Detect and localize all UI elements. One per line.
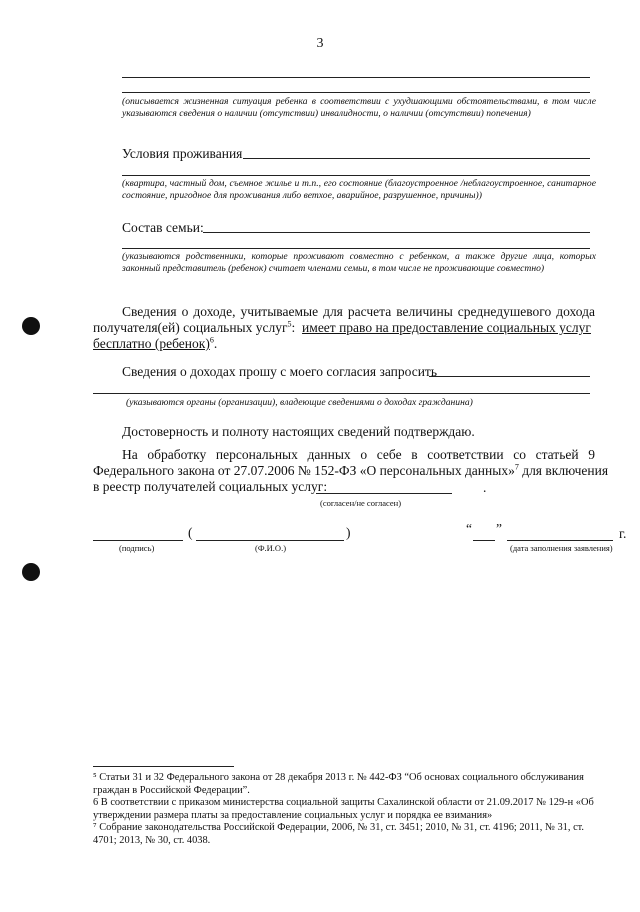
consent-include-text: для включения xyxy=(518,463,609,478)
income-line-3 xyxy=(93,336,595,352)
consent-line-2 xyxy=(93,462,609,479)
consent-line-3: в реестр получателей социальных услуг: xyxy=(93,479,328,494)
family-hint: (указываются родственники, которые проживают совместно с ребенком, а также другие лица, которых законный представитель (ребенок) считает членами семьи, в том числе не проживающие совместно) xyxy=(122,251,596,274)
family-line-2[interactable] xyxy=(122,248,590,249)
page-number: 3 xyxy=(316,36,324,51)
date-quote-close: ” xyxy=(496,521,502,536)
fio-line[interactable] xyxy=(196,540,344,541)
fio-caption: (Ф.И.О.) xyxy=(255,543,287,553)
income-paragraph xyxy=(93,304,595,352)
consent-paragraph xyxy=(93,447,609,495)
date-day-line[interactable] xyxy=(473,540,495,541)
income-status-value[interactable]: имеет право на предоставление социальных услуг xyxy=(302,320,591,335)
confirm-text: Достоверность и полноту настоящих сведений подтверждаю. xyxy=(122,424,475,439)
request-label: Сведения о доходах прошу с моего согласия запросить xyxy=(122,364,437,379)
date-caption: (дата заполнения заявления) xyxy=(510,543,613,553)
footnote-6: 6 В соответствии с приказом министерства социальной защиты Сахалинской области от 21.09.2017 № 129-н «Об утверждении размера платы за предоставление социальных услуг и порядка ее взимания» xyxy=(93,797,594,821)
footnote-5: ⁵ Статьи 31 и 32 Федерального закона от 28 декабря 2013 г. № 442-ФЗ “Об основах социального обслуживания граждан в Российской Федерации”. xyxy=(93,772,584,796)
year-suffix: г. xyxy=(619,526,627,541)
consent-caption: (согласен/не согласен) xyxy=(320,498,402,508)
consent-law-text: Федерального закона от 27.07.2006 № 152-ФЗ «О персональных данных» xyxy=(93,463,515,478)
footnote-ref-6: 6 xyxy=(209,335,214,345)
footnote-ref-7: 7 xyxy=(514,462,519,472)
living-conditions-line-1[interactable] xyxy=(243,158,590,159)
family-label: Состав семьи: xyxy=(122,220,204,235)
request-line-1[interactable] xyxy=(429,376,590,377)
request-hint: (указываются органы (организации), владеющие сведениями о доходах гражданина) xyxy=(126,397,473,408)
living-conditions-label: Условия проживания xyxy=(122,146,243,161)
situation-line-2[interactable] xyxy=(122,92,590,93)
consent-answer-line[interactable] xyxy=(316,493,452,494)
situation-hint: (описывается жизненная ситуация ребенка в соответствии с ухудшающими обстоятельствами, в том числе указываются сведения о наличии (отсутствии) инвалидности, о наличии (отсутствии) попечения) xyxy=(122,96,596,119)
consent-line-1: На обработку персональных данных о себе в соответствии со статьей 9 xyxy=(122,447,595,462)
date-month-line[interactable] xyxy=(507,540,613,541)
situation-line-1[interactable] xyxy=(122,77,590,78)
income-period: . xyxy=(213,336,218,351)
footnote-separator xyxy=(93,766,234,767)
family-line-1[interactable] xyxy=(203,232,590,233)
income-line-1: Сведения о доходе, учитываемые для расчета величины среднедушевого дохода xyxy=(122,304,595,319)
punch-hole-top xyxy=(22,317,40,335)
punch-hole-bottom xyxy=(22,563,40,581)
footnote-ref-5: 5 xyxy=(287,319,292,329)
consent-trailing-dot: . xyxy=(483,480,487,495)
income-status-value-cont[interactable]: бесплатно (ребенок) xyxy=(93,336,210,351)
living-conditions-hint: (квартира, частный дом, съемное жилье и т.п., его состояние (благоустроенное /неблагоустроенное, санитарное состояние, пригодное для проживания либо ветхое, аварийное, разрушенное, причины)) xyxy=(122,178,596,201)
fio-close-paren: ) xyxy=(346,525,351,540)
date-quote-open: “ xyxy=(466,521,472,536)
living-conditions-line-2[interactable] xyxy=(122,175,590,176)
request-line-2[interactable] xyxy=(93,393,590,394)
signature-caption: (подпись) xyxy=(119,543,155,553)
signature-line[interactable] xyxy=(93,540,183,541)
income-recipient-text: получателя(ей) социальных услуг xyxy=(93,320,288,335)
fio-open-paren: ( xyxy=(188,525,193,540)
income-line-2: получателя(ей) социальных услуг$^5$: имеет право на предоставление социальных услуг xyxy=(93,319,591,335)
footnote-7: ⁷ Собрание законодательства Российской Федерации, 2006, № 31, ст. 3451; 2010, № 31, ст. 4196; 2011, № 31, ст. 4701; 2013, № 30, ст. 4038. xyxy=(93,822,585,846)
